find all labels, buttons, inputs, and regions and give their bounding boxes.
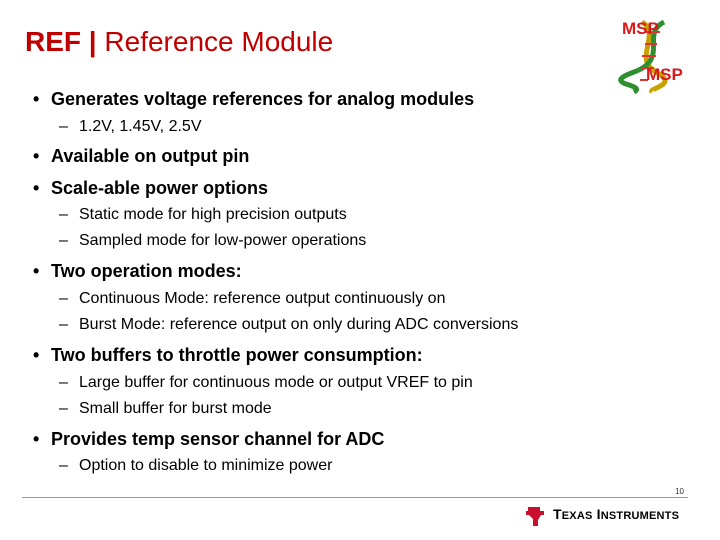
page-number: 10 (675, 487, 684, 496)
sub-bullet-dash: – (59, 400, 68, 417)
bullet-text: Two buffers to throttle power consumption: (51, 345, 423, 365)
title-separator: | (88, 26, 97, 57)
bullet-dot: • (33, 345, 40, 365)
bullet-text: Generates voltage references for analog modules (51, 89, 475, 109)
bullet-dot: • (33, 89, 40, 109)
sub-bullet-item (59, 206, 347, 224)
ti-brand-text (553, 506, 679, 522)
sub-bullet-dash: – (59, 457, 68, 474)
ti-brand-i: I (596, 506, 601, 522)
sub-bullet-text: Sampled mode for low-power operations (79, 232, 367, 249)
sub-bullet-item (59, 457, 332, 475)
sub-bullet-item (59, 400, 272, 418)
bullet-dot: • (33, 261, 40, 281)
sub-bullet-item (59, 374, 473, 392)
msp-top-text: MSP (622, 19, 659, 38)
sub-bullet-dash: – (59, 290, 68, 307)
bullet-item (33, 429, 384, 450)
sub-bullet-text: Large buffer for continuous mode or output VREF to pin (79, 374, 473, 391)
sub-bullet-dash: – (59, 232, 68, 249)
ti-brand-nstruments: NSTRUMENTS (600, 510, 680, 522)
bullet-text: Two operation modes: (51, 261, 242, 281)
sub-bullet-dash: – (59, 118, 68, 135)
sub-bullet-item (59, 316, 518, 334)
sub-bullet-dash: – (59, 316, 68, 333)
sub-bullet-text: Continuous Mode: reference output continuously on (79, 290, 446, 307)
bullet-dot: • (33, 146, 40, 166)
bullet-text: Scale-able power options (51, 178, 269, 198)
texas-state-icon (526, 507, 544, 526)
bullet-text: Available on output pin (51, 146, 250, 166)
slide-title (25, 22, 333, 62)
bullet-item (33, 178, 268, 199)
msp-logo-icon (612, 14, 692, 94)
bullet-item (33, 261, 242, 282)
title-text: Reference Module (104, 26, 334, 57)
sub-bullet-dash: – (59, 374, 68, 391)
sub-bullet-text: Option to disable to minimize power (79, 457, 333, 474)
sub-bullet-item (59, 118, 201, 136)
msp-bottom-text: MSP (646, 65, 683, 84)
bullet-text: Provides temp sensor channel for ADC (51, 429, 385, 449)
bullet-item (33, 146, 249, 167)
bullet-dot: • (33, 178, 40, 198)
sub-bullet-item (59, 290, 445, 308)
sub-bullet-text: Static mode for high precision outputs (79, 206, 347, 223)
bullet-item (33, 89, 474, 110)
footer-divider (22, 497, 688, 498)
sub-bullet-text: Burst Mode: reference output on only during ADC conversions (79, 316, 519, 333)
sub-bullet-text: 1.2V, 1.45V, 2.5V (79, 118, 202, 135)
sub-bullet-dash: – (59, 206, 68, 223)
ti-brand-exas: EXAS (561, 510, 593, 522)
bullet-dot: • (33, 429, 40, 449)
bullet-item (33, 345, 423, 366)
sub-bullet-item (59, 232, 366, 250)
ti-brand-first: T (553, 506, 562, 522)
sub-bullet-text: Small buffer for burst mode (79, 400, 272, 417)
title-prefix: REF (25, 26, 81, 57)
